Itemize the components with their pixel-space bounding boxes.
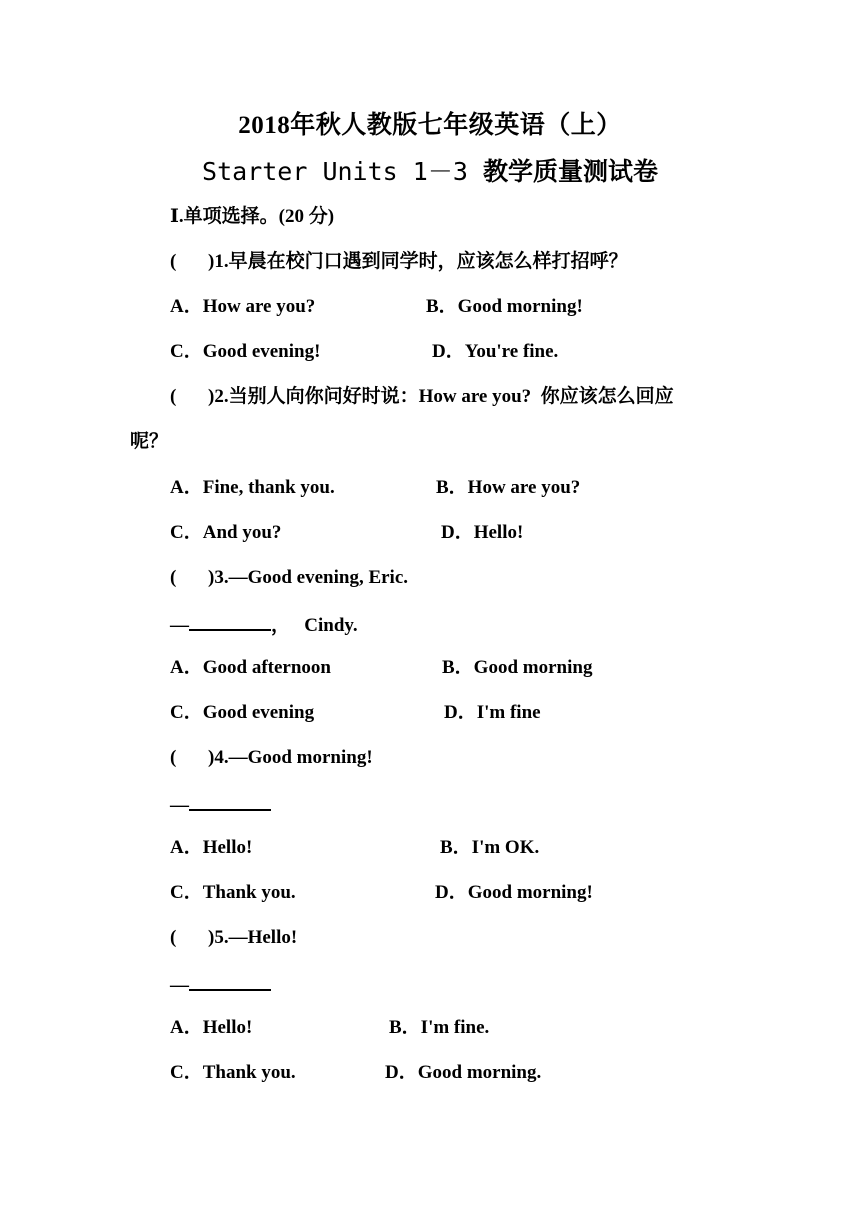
exam-subtitle: [0, 154, 860, 190]
answer-paren: (: [170, 927, 177, 948]
q2-option-d: D．Hello!: [441, 522, 524, 543]
q1-option-c: C．Good evening!: [170, 341, 321, 362]
subtitle-units: Starter Units 1－3: [202, 157, 468, 186]
q1-option-a: A．How are you?: [170, 296, 316, 317]
question-5-prompt: )5.—Hello!: [208, 927, 298, 948]
section-heading: Ⅰ.单项选择。(20 分): [170, 206, 335, 227]
q3-answer-suffix: ， Cindy.: [271, 615, 358, 636]
q1-option-d: D．You're fine.: [432, 341, 559, 362]
q5-option-c: C．Thank you.: [170, 1062, 296, 1083]
exam-title: 2018年秋人教版七年级英语（上）: [238, 112, 622, 139]
q4-option-c: C．Thank you.: [170, 882, 296, 903]
q3-option-a: A．Good afternoon: [170, 657, 331, 678]
question-5: [170, 924, 297, 952]
dash: —: [170, 615, 189, 636]
question-2-prompt: )2.当别人向你问好时说：How are you? 你应该怎么回应: [208, 386, 674, 407]
answer-paren: (: [170, 567, 177, 588]
answer-paren: (: [170, 386, 177, 407]
answer-blank: [189, 969, 271, 991]
answer-paren: (: [170, 747, 177, 768]
question-5-answer-line: [170, 969, 271, 1000]
dash: —: [170, 975, 189, 996]
q4-option-d: D．Good morning!: [435, 882, 593, 903]
q4-option-b: B．I'm OK.: [440, 837, 540, 858]
dash: —: [170, 795, 189, 816]
q3-option-c: C．Good evening: [170, 702, 315, 723]
question-1-prompt: )1.早晨在校门口遇到同学时，应该怎么样打招呼？: [208, 251, 628, 272]
question-4: [170, 744, 373, 772]
question-4-answer-line: [170, 789, 271, 820]
q2-option-c: C．And you?: [170, 522, 282, 543]
question-3-answer-line: [170, 609, 358, 640]
q2-option-b: B．How are you?: [436, 477, 581, 498]
question-3: [170, 564, 408, 592]
question-1: [170, 248, 628, 276]
q2-option-a: A．Fine, thank you.: [170, 477, 335, 498]
q1-option-b: B．Good morning!: [426, 296, 583, 317]
q3-option-b: B．Good morning: [442, 657, 593, 678]
answer-paren: (: [170, 251, 177, 272]
subtitle-chinese: 教学质量测试卷: [482, 157, 658, 186]
q3-option-d: D．I'm fine: [444, 702, 541, 723]
q5-option-a: A．Hello!: [170, 1017, 253, 1038]
question-2-continuation: 呢？: [130, 431, 169, 452]
q5-option-b: B．I'm fine.: [389, 1017, 490, 1038]
question-4-prompt: )4.—Good morning!: [208, 747, 373, 768]
answer-blank: [189, 789, 271, 811]
question-2: [170, 383, 674, 411]
q4-option-a: A．Hello!: [170, 837, 253, 858]
answer-blank: [189, 609, 271, 631]
question-3-prompt: )3.—Good evening, Eric.: [208, 567, 409, 588]
q5-option-d: D．Good morning.: [385, 1062, 542, 1083]
